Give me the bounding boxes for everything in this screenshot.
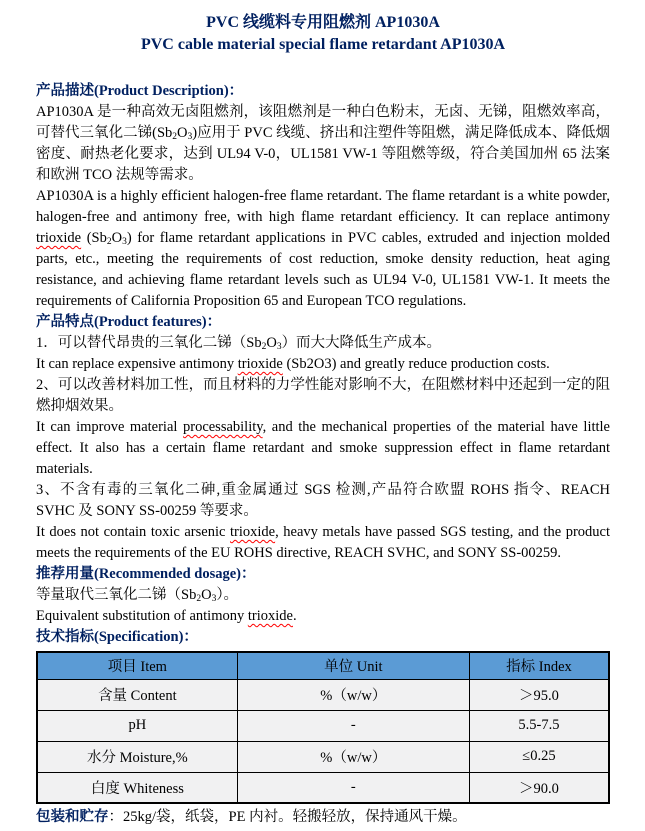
misspelled-word: trioxide (237, 356, 283, 372)
feature-2-zh (36, 375, 610, 417)
column-header-item: 项目 Item (37, 652, 237, 679)
text-run: O (201, 587, 212, 603)
text-run: ）而大大降低生产成本。 (281, 335, 442, 351)
doc-title-en: PVC cable material special flame retardant AP1030A (140, 36, 506, 53)
table-row-ph (37, 710, 609, 741)
table-header-row (37, 652, 609, 679)
text-run: ）。 (216, 587, 239, 603)
text-run: O (111, 230, 123, 246)
subscript: 3 (187, 132, 193, 142)
description-paragraph-zh (36, 102, 610, 186)
text-run: ) for flame retardant applications in PVC cables, extruded and injection molded parts, etc., meeting the requirements of cost reduction, smoke density reduction, heat aging resistance, and achieving flame retardant levels such as UL94 V-0, UL1581 VW-1. It meets the requirements of California Proposition 65 and European TCO regulations. (36, 230, 610, 309)
feature-3-zh (36, 480, 610, 522)
text-run: Equivalent substitution of antimony (36, 608, 248, 624)
doc-title-zh: PVC 线缆料专用阻燃剂 AP1030A (206, 14, 440, 31)
text-run: 3、不含有毒的三氧化二砷,重金属通过 SGS 检测,产品符合欧盟 ROHS 指令、REACH SVHC 及 SONY SS-00259 等要求。 (36, 482, 610, 519)
subscript: 3 (211, 594, 217, 604)
cell-index: ＞90.0 (469, 772, 609, 803)
subscript: 2 (106, 237, 112, 247)
text-run: AP1030A 是一种高效无卤阻燃剂，该阻燃剂是一种白色粉末，无卤、无锑，阻燃效率高，可替代三氧化二锑(Sb (36, 104, 610, 141)
subscript: 3 (122, 237, 127, 247)
cell-item: pH (37, 710, 237, 741)
text-run: 1．可以替代昂贵的三氧化二锑（Sb (36, 335, 262, 351)
table-row-moisture (37, 741, 609, 772)
text-run: )应用于 PVC 线缆、挤出和注塑件等阻燃，满足降低成本、降低烟密度、耐热老化要求，达到 UL94 V-0，UL1581 VW-1 等阻燃等级，符合美国加州 65 法案和欧洲 TCO 法规等需求。 (36, 125, 610, 183)
table-row-content (37, 679, 609, 710)
text-run: (Sb2O3) and greatly reduce production costs. (282, 356, 550, 372)
text-run: AP1030A is a highly efficient halogen-free flame retardant. The flame retardant is a white powder, halogen-free and antimony free, with high flame retardant efficiency. It can replace antimony (36, 188, 610, 225)
cell-index: ≤0.25 (469, 741, 609, 772)
misspelled-word: processability (182, 419, 263, 435)
text-run: (Sb (81, 230, 107, 246)
cell-unit: %（w/w） (237, 741, 469, 772)
section-heading-description: 产品描述(Product Description)： (36, 83, 244, 99)
subscript: 2 (196, 594, 202, 604)
text-run: , and the mechanical properties of the material have little effect. It also has a certain flame retardant and smoke suppression effect in flame retardant materials. (36, 419, 610, 477)
column-header-unit: 单位 Unit (237, 652, 469, 679)
text-run: ：25kg/袋，纸袋，PE 内衬。轻搬轻放，保持通风干燥。 (108, 809, 467, 825)
text-run: . (292, 608, 297, 624)
cell-unit: - (237, 772, 469, 803)
description-paragraph-en (36, 186, 610, 312)
feature-1-en (36, 354, 610, 375)
text-run: It can replace expensive antimony (36, 356, 238, 372)
cell-item: 白度 Whiteness (37, 772, 237, 803)
dosage-paragraph-zh (36, 585, 610, 606)
document-body (36, 81, 610, 828)
text-run: It can improve material (36, 419, 183, 435)
section-heading-specification: 技术指标(Specification)： (36, 629, 198, 645)
text-run: O (177, 125, 188, 141)
packaging-label: 包装和贮存 (36, 809, 109, 825)
subscript: 3 (276, 342, 282, 352)
section-heading-features: 产品特点(Product features)： (36, 314, 222, 330)
subscript: 2 (172, 132, 178, 142)
feature-3-en (36, 522, 610, 564)
text-run: O (266, 335, 277, 351)
cell-unit: - (237, 710, 469, 741)
specification-table (36, 651, 610, 804)
text-run: 2、可以改善材料加工性，而且材料的力学性能对影响不大，在阻燃材料中还起到一定的阻燃抑烟效果。 (36, 377, 610, 414)
cell-item: 含量 Content (37, 679, 237, 710)
feature-2-en (36, 417, 610, 480)
cell-index: 5.5-7.5 (469, 710, 609, 741)
table-row-whiteness (37, 772, 609, 803)
dosage-paragraph-en (36, 606, 610, 627)
text-run: , heavy metals have passed SGS testing, and the product meets the requirements of the EU ROHS directive, REACH SVHC, and SONY SS-00259. (36, 524, 610, 561)
misspelled-word: trioxide (247, 608, 293, 624)
column-header-index: 指标 Index (469, 652, 609, 679)
subscript: 2 (261, 342, 267, 352)
feature-1-zh (36, 333, 610, 354)
cell-index: ＞95.0 (469, 679, 609, 710)
misspelled-word: trioxide (36, 230, 82, 246)
section-heading-dosage: 推荐用量(Recommended dosage)： (36, 566, 256, 582)
misspelled-word: trioxide (229, 524, 276, 540)
packaging-storage-line (36, 806, 610, 828)
cell-item: 水分 Moisture,% (37, 741, 237, 772)
text-run: It does not contain toxic arsenic (36, 524, 230, 540)
cell-unit: %（w/w） (237, 679, 469, 710)
text-run: 等量取代三氧化二锑（Sb (36, 587, 197, 603)
